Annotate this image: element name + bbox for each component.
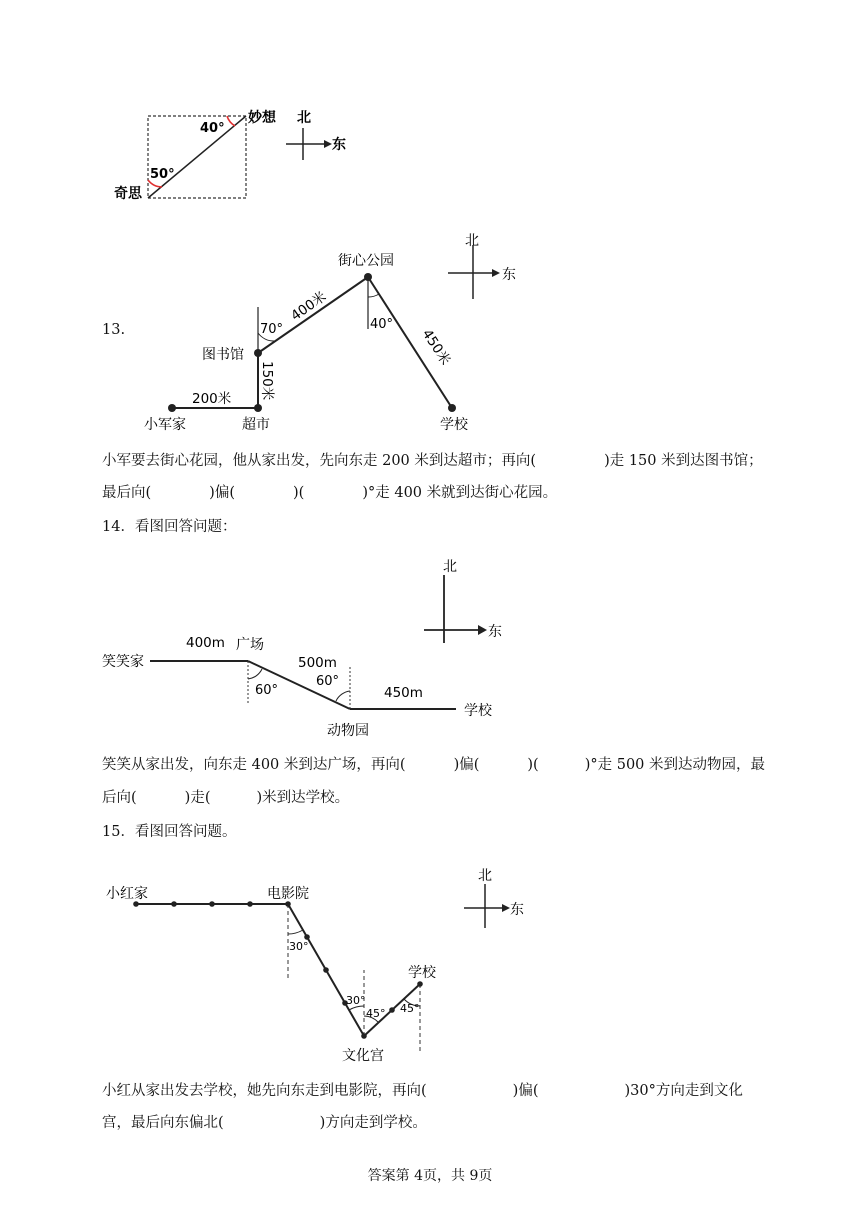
angle-label: 45° [400,1002,420,1015]
figure-q13-route [130,225,550,440]
angle-label: 60° [255,683,279,698]
figure-qisi-miaoxiang [100,100,360,210]
distance-label: 500m [298,655,337,671]
north-label: 北 [443,559,457,575]
distance-label: 400米 [288,288,330,325]
figure-q14-route [100,545,520,745]
north-label: 北 [297,110,311,126]
angle-label: 40° [370,317,394,332]
question-number: 13. [102,322,126,338]
north-label: 北 [465,233,479,249]
question-15-line-1: 小红从家出发去学校，她先向东走到电影院，再向( )偏( )30°方向走到文化 [102,1083,743,1099]
place-label: 小军家 [144,417,186,433]
east-label: 东 [510,902,524,918]
angle-label: 30° [289,940,309,953]
place-label: 图书馆 [202,347,244,363]
distance-label: 150米 [259,361,275,401]
place-label: 动物园 [327,723,369,739]
place-label: 学校 [408,965,436,981]
east-label: 东 [502,267,516,283]
east-label: 东 [488,624,502,640]
place-label: 小红家 [106,886,148,902]
question-15-title: 15．看图回答问题。 [102,824,237,840]
angle-label: 40° [200,121,225,136]
place-label: 街心公园 [338,253,394,269]
place-label: 超市 [242,417,270,433]
angle-label: 30° [346,994,366,1007]
distance-label: 400m [186,635,225,651]
figure-q15-route [100,860,540,1075]
question-14-line-1: 笑笑从家出发，向东走 400 米到达广场，再向( )偏( )( )°走 500 米到达动物园，最 [102,757,766,773]
place-label: 学校 [440,417,468,433]
angle-label: 70° [260,322,284,337]
place-label: 广场 [236,637,264,653]
east-label: 东 [332,137,346,153]
place-label: 奇思 [114,186,142,202]
question-14-title: 14．看图回答问题： [102,519,237,535]
north-label: 北 [478,868,492,884]
angle-label: 60° [316,674,340,689]
question-14-line-2: 后向( )走( )米到达学校。 [102,790,350,806]
page-footer: 答案第 4页，共 9页 [367,1168,493,1184]
place-label: 学校 [464,703,492,719]
place-label: 文化宫 [342,1048,384,1064]
distance-label: 450m [384,685,423,701]
distance-label: 450米 [418,326,454,369]
place-label: 笑笑家 [102,654,144,670]
distance-label: 200米 [192,391,232,407]
place-label: 电影院 [267,886,309,902]
question-15-line-2: 宫，最后向东偏北( )方向走到学校。 [102,1115,427,1131]
question-13-line-2: 最后向( )偏( )( )°走 400 米就到达街心花园。 [102,485,558,501]
place-label: 妙想 [248,110,276,126]
question-13-line-1: 小军要去街心花园，他从家出发，先向东走 200 米到达超市；再向( )走 150 米到达图书馆； [102,453,763,469]
angle-label: 50° [150,167,175,182]
angle-label: 45° [366,1007,386,1020]
